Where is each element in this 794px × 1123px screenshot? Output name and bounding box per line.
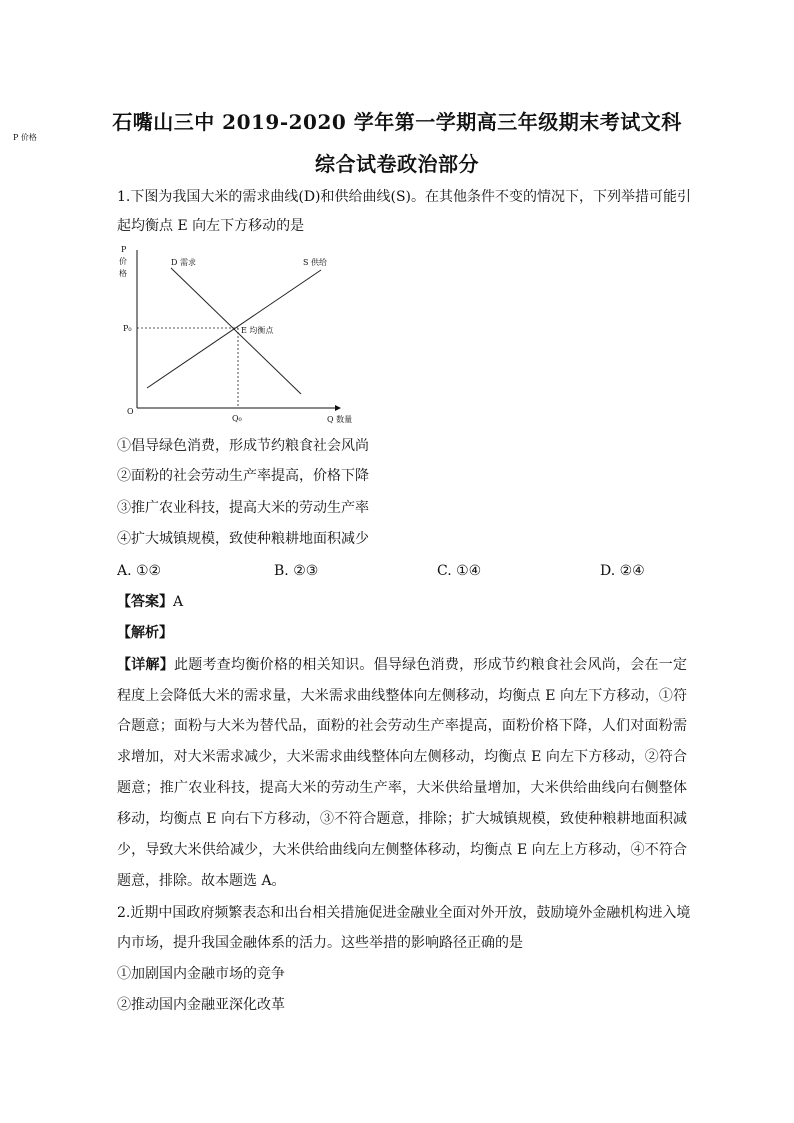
detail-tag: 【详解】 [117,657,175,673]
x-axis-arrow [335,405,341,411]
q1-item-2: ②面粉的社会劳动生产率提高，价格下降 [117,468,369,484]
q1-detail-line3: 合题意；面粉与大米为替代品，面粉的社会劳动生产率提高，面粉价格下降，人们对面粉需 [117,718,687,734]
q1-option-d: D. ②④ [600,563,645,579]
q2-stem-line2: 内市场，提升我国金融体系的活力。这些举措的影响路径正确的是 [117,935,523,951]
y-axis-label-1: 价 [119,257,127,266]
supply-curve-label: S 供给 [303,258,328,267]
q1-detail-line1 [117,655,687,675]
q1-item-3: ③推广农业科技，提高大米的劳动生产率 [117,500,369,516]
q1-option-b: B. ②③ [274,563,319,579]
analysis-tag: 【解析】 [117,625,173,641]
q1-option-a: A. ①② [117,563,162,579]
x-axis-label: Q 数量 [327,415,353,424]
q1-analysis-row [117,623,687,643]
y-axis-label-2: 格 [119,269,127,278]
q1-detail-line5: 题意；推广农业科技，提高大米的劳动生产率，大米供给量增加，大米供给曲线向右侧整体 [117,780,687,796]
answer-tag: 【答案】 [117,594,173,610]
q1-item-1: ①倡导绿色消费，形成节约粮食社会风尚 [117,438,369,454]
price-tick-label: P₀ [123,324,132,333]
q1-detail-line2: 程度上会降低大米的需求量，大米需求曲线整体向左侧移动，均衡点 E 向左下方移动，①符 [117,688,687,704]
q2-stem-line1: 2.近期中国政府频繁表态和出台相关措施促进金融业全面对外开放，鼓励境外金融机构进入境 [117,905,691,921]
q1-detail-line6: 移动，均衡点 E 向右下方移动，③不符合题意，排除；扩大城镇规模，致使种粮耕地面积减 [117,811,687,827]
origin-label: O [127,407,134,416]
equilibrium-label: E 均衡点 [241,326,274,335]
demand-curve-label: D 需求 [171,258,196,267]
detail-text-1: 此题考查均衡价格的相关知识。倡导绿色消费，形成节约粮食社会风尚，会在一定 [174,657,688,673]
q1-detail-line8: 题意，排除。故本题选 A。 [117,873,286,889]
q1-item-4: ④扩大城镇规模，致使种粮耕地面积减少 [117,531,369,547]
q1-detail-line4: 求增加，对大米需求减少，大米需求曲线整体向左侧移动，均衡点 E 向左下方移动，②符合 [117,749,687,765]
q1-stem-line2: 起均衡点 E 向左下方移动的是 [117,218,305,234]
demand-curve [171,268,301,394]
supply-curve [147,270,321,388]
q2-item-1: ①加剧国内金融市场的竞争 [117,966,285,982]
q1-option-c: C. ①④ [437,563,482,579]
page-title-line2: 综合试卷政治部分 [315,152,479,176]
q1-stem-line1: 1.下图为我国大米的需求曲线(D)和供给曲线(S)。在其他条件不变的情况下，下列举措可能引 [117,189,692,205]
quantity-tick-label: Q₀ [232,414,242,423]
answer-value: A [173,594,184,610]
q1-answer-row [117,592,687,612]
page-title-line1: 石嘴山三中 2019-2020 学年第一学期高三年级期末考试文科 [112,110,682,134]
y-axis-label: P 价格 [13,133,37,142]
y-axis-label-p: P [121,245,127,254]
q2-item-2: ②推动国内金融亚深化改革 [117,997,285,1013]
q1-detail-line7: 少，导致大米供给减少，大米供给曲线向左侧整体移动，均衡点 E 向左上方移动，④不符合 [117,842,687,858]
